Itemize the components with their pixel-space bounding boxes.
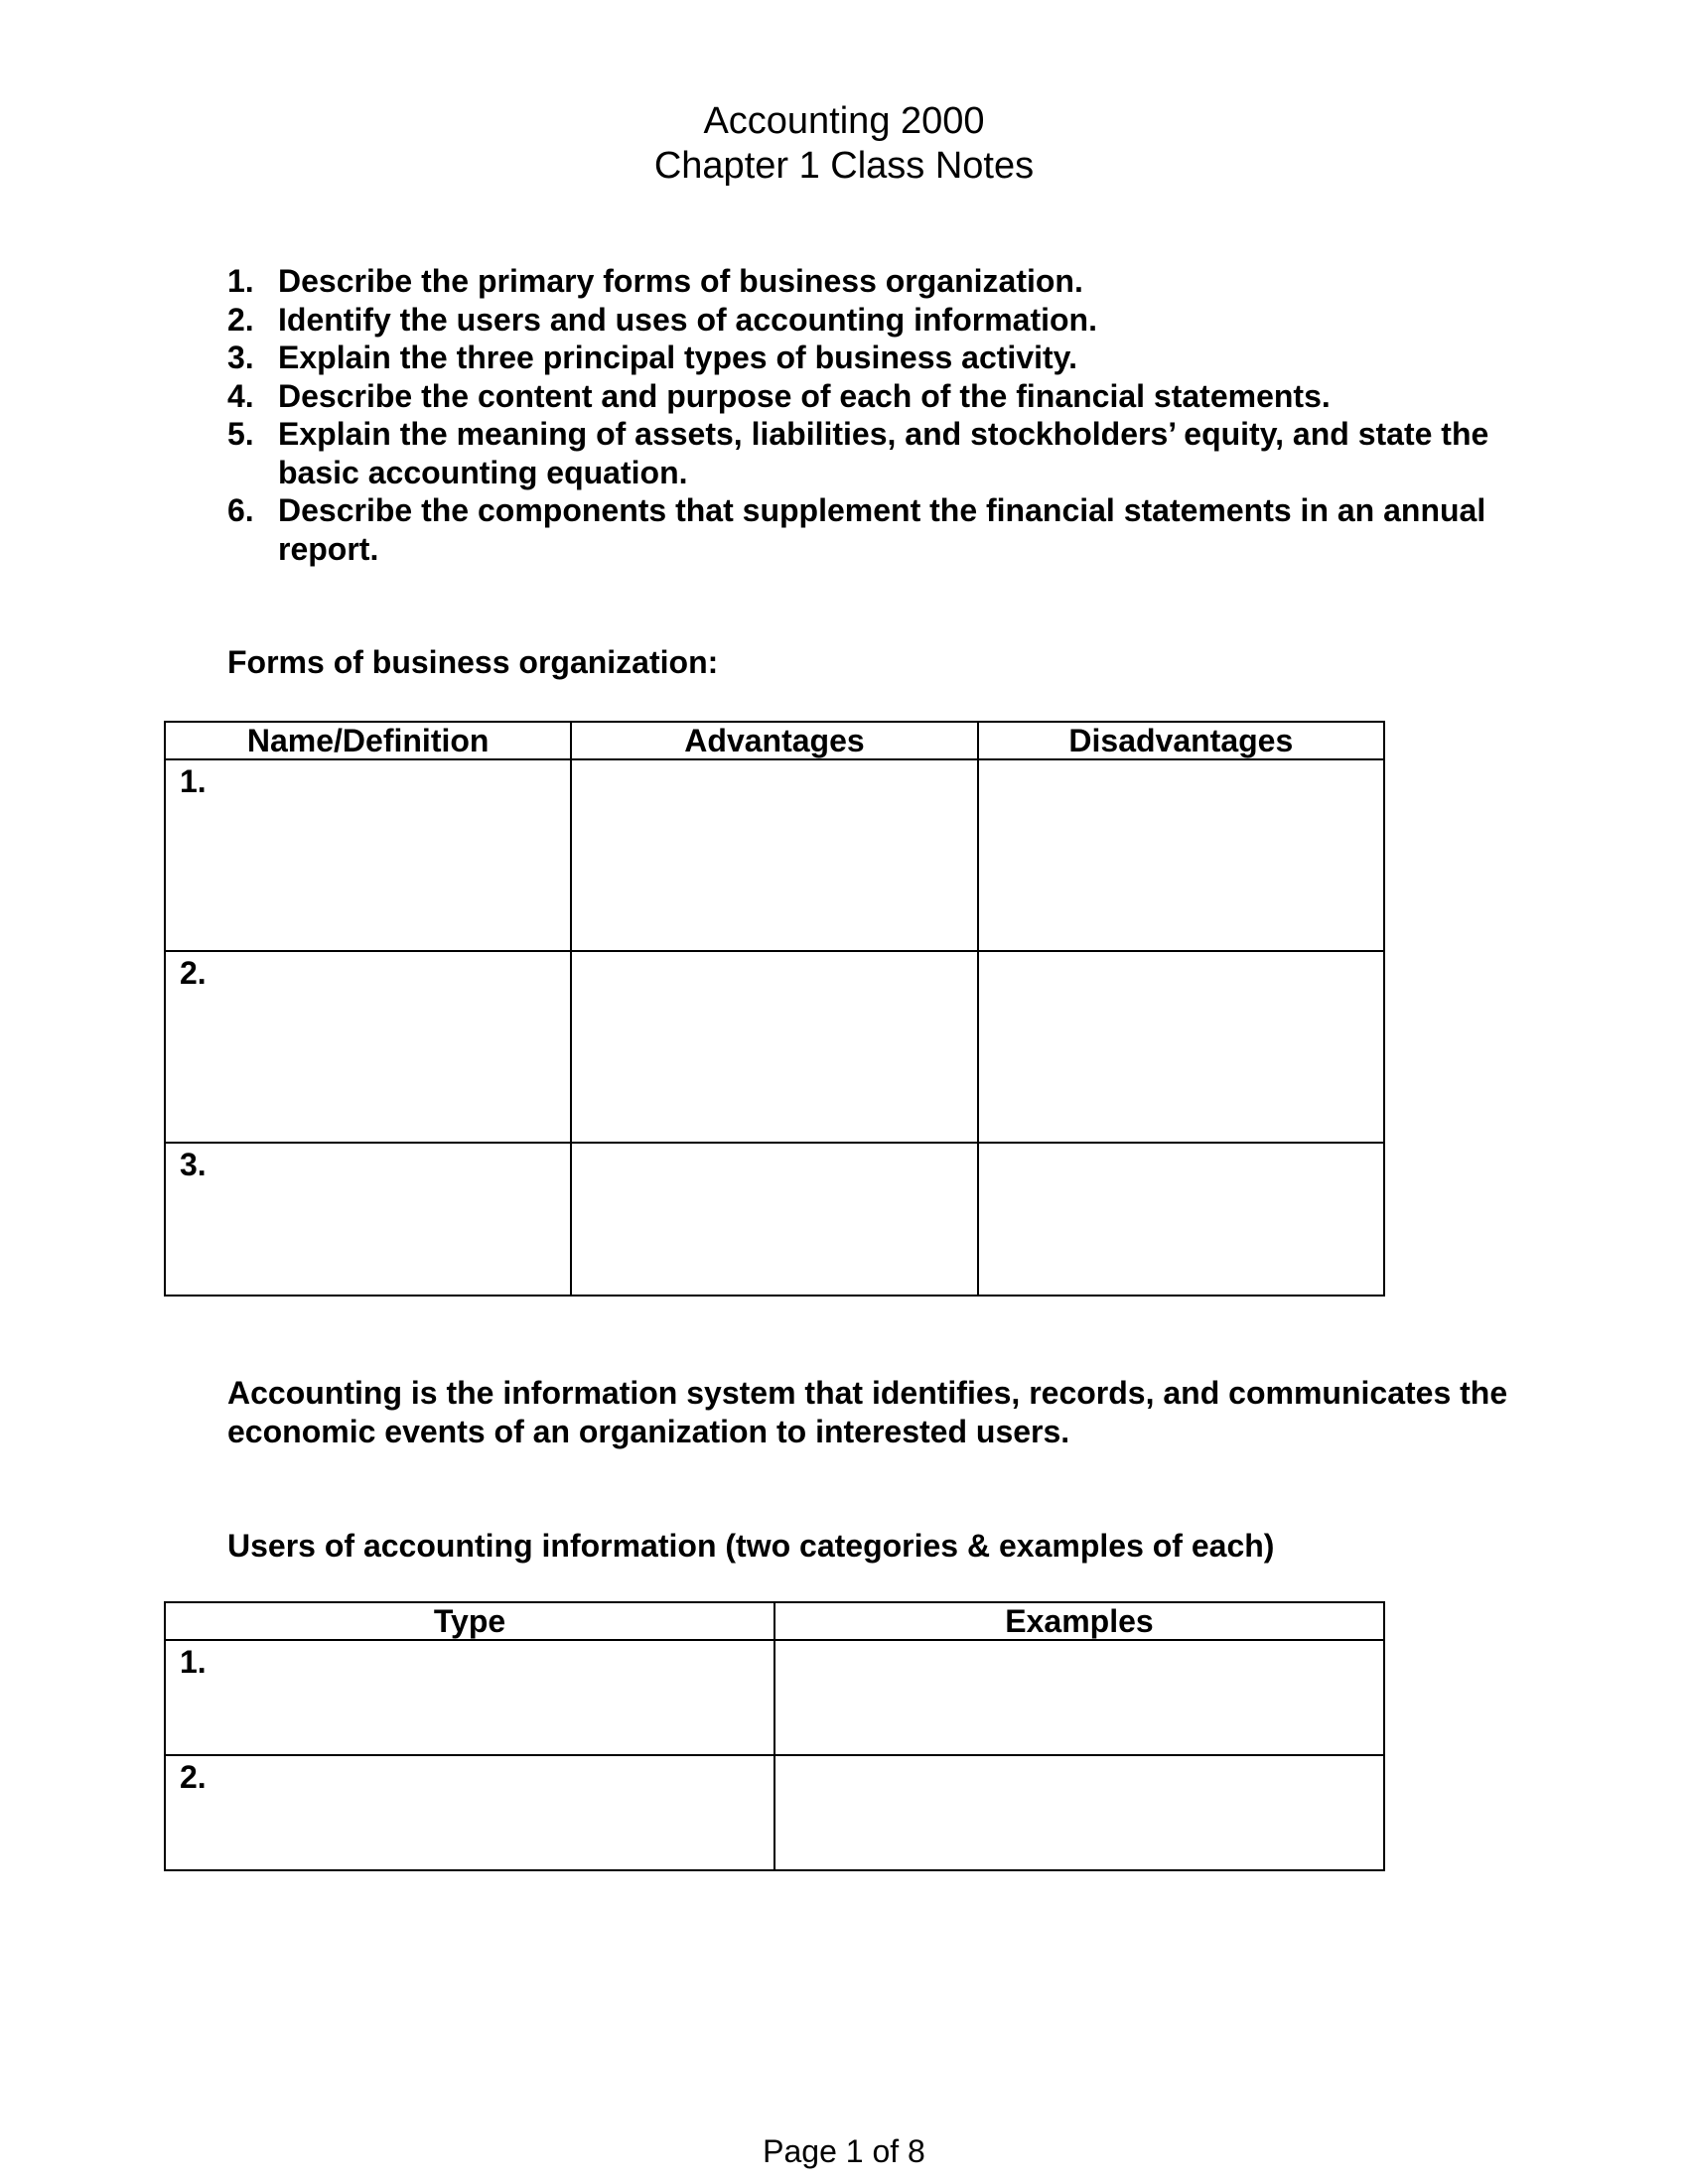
advantages-cell[interactable] — [571, 951, 977, 1143]
objective-text: Describe the content and purpose of each of the financial statements. — [278, 377, 1331, 414]
table-row — [165, 759, 1384, 951]
table-row — [165, 951, 1384, 1143]
table-header-row — [165, 1602, 1384, 1640]
disadvantages-cell[interactable] — [978, 759, 1384, 951]
objective-number: 2. — [227, 301, 254, 338]
objective-item — [227, 377, 1518, 416]
objective-text: Explain the meaning of assets, liabilities, and stockholders’ equity, and state the basic accounting equation. — [278, 416, 1489, 490]
users-section-heading: Users of accounting information (two categories & examples of each) — [227, 1528, 1275, 1564]
type-cell[interactable] — [165, 1640, 774, 1755]
advantages-cell[interactable] — [571, 759, 977, 951]
row-number: 2. — [180, 955, 207, 991]
objective-item — [227, 491, 1518, 568]
name-definition-cell[interactable] — [165, 951, 571, 1143]
objective-item — [227, 301, 1518, 340]
objective-text: Describe the primary forms of business organization. — [278, 263, 1083, 299]
objective-item — [227, 339, 1518, 377]
accounting-definition: Accounting is the information system that identifies, records, and communicates the economic events of an organization to interested users. — [227, 1375, 1508, 1449]
advantages-cell[interactable] — [571, 1143, 977, 1296]
name-definition-cell[interactable] — [165, 1143, 571, 1296]
objective-number: 6. — [227, 492, 254, 528]
examples-cell[interactable] — [774, 1755, 1384, 1870]
disadvantages-cell[interactable] — [978, 951, 1384, 1143]
column-header-type: Type — [165, 1602, 774, 1640]
objective-number: 4. — [227, 377, 254, 414]
forms-of-business-table — [164, 721, 1385, 1297]
column-header-advantages: Advantages — [571, 722, 977, 759]
objective-item — [227, 415, 1518, 491]
row-number: 2. — [180, 1759, 207, 1795]
page-subtitle: Chapter 1 Class Notes — [653, 145, 1035, 187]
page-title: Accounting 2000 — [703, 100, 985, 142]
type-cell[interactable] — [165, 1755, 774, 1870]
row-number: 1. — [180, 1644, 207, 1680]
table-row — [165, 1755, 1384, 1870]
table-row — [165, 1143, 1384, 1296]
column-header-examples: Examples — [774, 1602, 1384, 1640]
table-header-row — [165, 722, 1384, 759]
objective-number: 5. — [227, 416, 254, 452]
page-number: Page 1 of 8 — [763, 2133, 925, 2169]
users-of-accounting-table — [164, 1601, 1385, 1871]
name-definition-cell[interactable] — [165, 759, 571, 951]
objective-text: Describe the components that supplement the financial statements in an annual report. — [278, 492, 1486, 567]
objective-item — [227, 262, 1518, 301]
table-row — [165, 1640, 1384, 1755]
row-number: 1. — [180, 763, 207, 799]
objective-text: Explain the three principal types of business activity. — [278, 340, 1077, 375]
column-header-disadvantages: Disadvantages — [978, 722, 1384, 759]
objective-number: 3. — [227, 340, 254, 375]
disadvantages-cell[interactable] — [978, 1143, 1384, 1296]
column-header-name-definition: Name/Definition — [165, 722, 571, 759]
forms-section-heading: Forms of business organization: — [227, 644, 719, 680]
objective-text: Identify the users and uses of accounting information. — [278, 301, 1097, 338]
learning-objectives-list — [227, 262, 1518, 568]
objective-number: 1. — [227, 263, 254, 299]
row-number: 3. — [180, 1147, 207, 1182]
examples-cell[interactable] — [774, 1640, 1384, 1755]
